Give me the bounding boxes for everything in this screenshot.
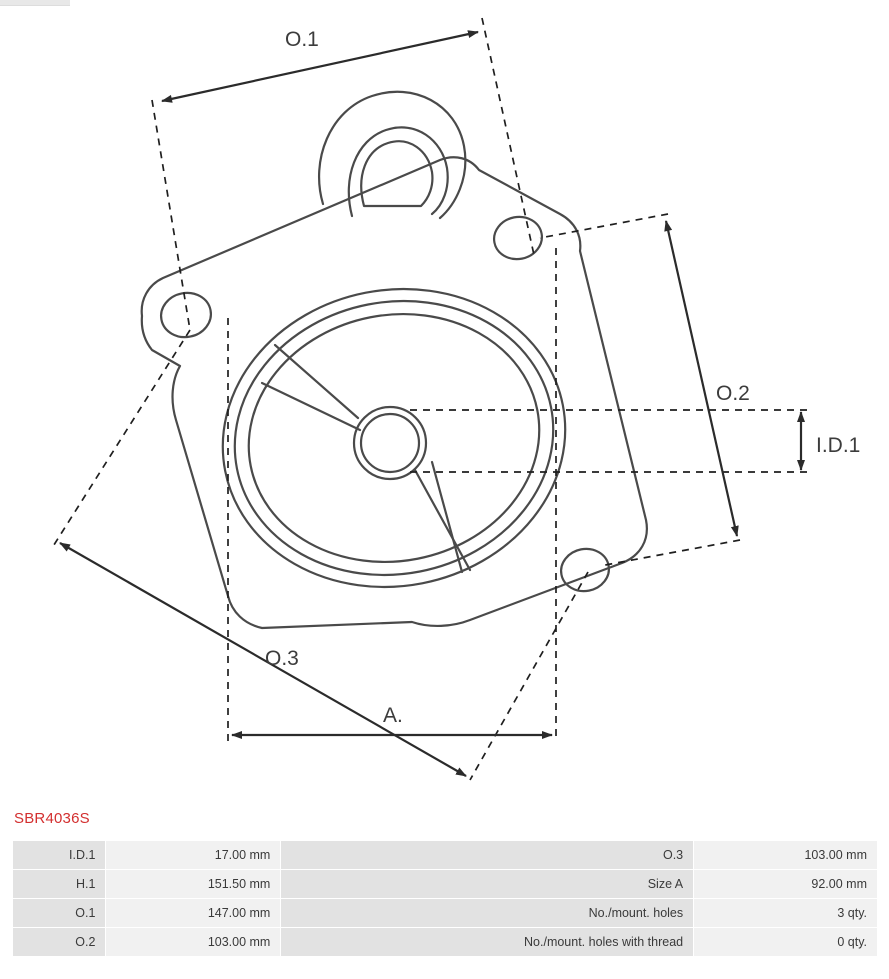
table-row (13, 928, 878, 957)
part-code: SBR4036S (14, 810, 90, 827)
table-row (13, 870, 878, 899)
spec-value-secondary: 0 qty. (694, 928, 878, 957)
dimension-label-id1: I.D.1 (816, 434, 861, 457)
spec-value: 151.50 mm (106, 870, 281, 899)
dimension-label-o3: O.3 (265, 647, 299, 670)
spec-value-secondary: 103.00 mm (694, 841, 878, 870)
dimension-arrow-o1 (162, 32, 478, 101)
spec-key-secondary: No./mount. holes (281, 899, 694, 928)
spec-key: I.D.1 (13, 841, 106, 870)
dimension-arrow-o2 (666, 221, 737, 536)
spec-value: 147.00 mm (106, 899, 281, 928)
dimension-arrow-o3 (60, 543, 466, 776)
spec-key-secondary: Size A (281, 870, 694, 899)
housing-outline (142, 92, 647, 628)
spec-key: O.2 (13, 928, 106, 957)
spec-value-secondary: 3 qty. (694, 899, 878, 928)
spec-value-secondary: 92.00 mm (694, 870, 878, 899)
dimension-arrows (60, 32, 801, 776)
spec-value: 103.00 mm (106, 928, 281, 957)
dimension-label-o2: O.2 (716, 382, 750, 405)
spec-key-secondary: No./mount. holes with thread (281, 928, 694, 957)
table-row (13, 841, 878, 870)
dimension-label-o1: O.1 (285, 28, 319, 51)
spec-value: 17.00 mm (106, 841, 281, 870)
spec-key-secondary: O.3 (281, 841, 694, 870)
specification-table (12, 840, 878, 957)
spec-key: H.1 (13, 870, 106, 899)
table-row (13, 899, 878, 928)
spec-key: O.1 (13, 899, 106, 928)
dimension-extension-lines (52, 18, 812, 780)
dimension-label-a: A. (383, 704, 403, 727)
